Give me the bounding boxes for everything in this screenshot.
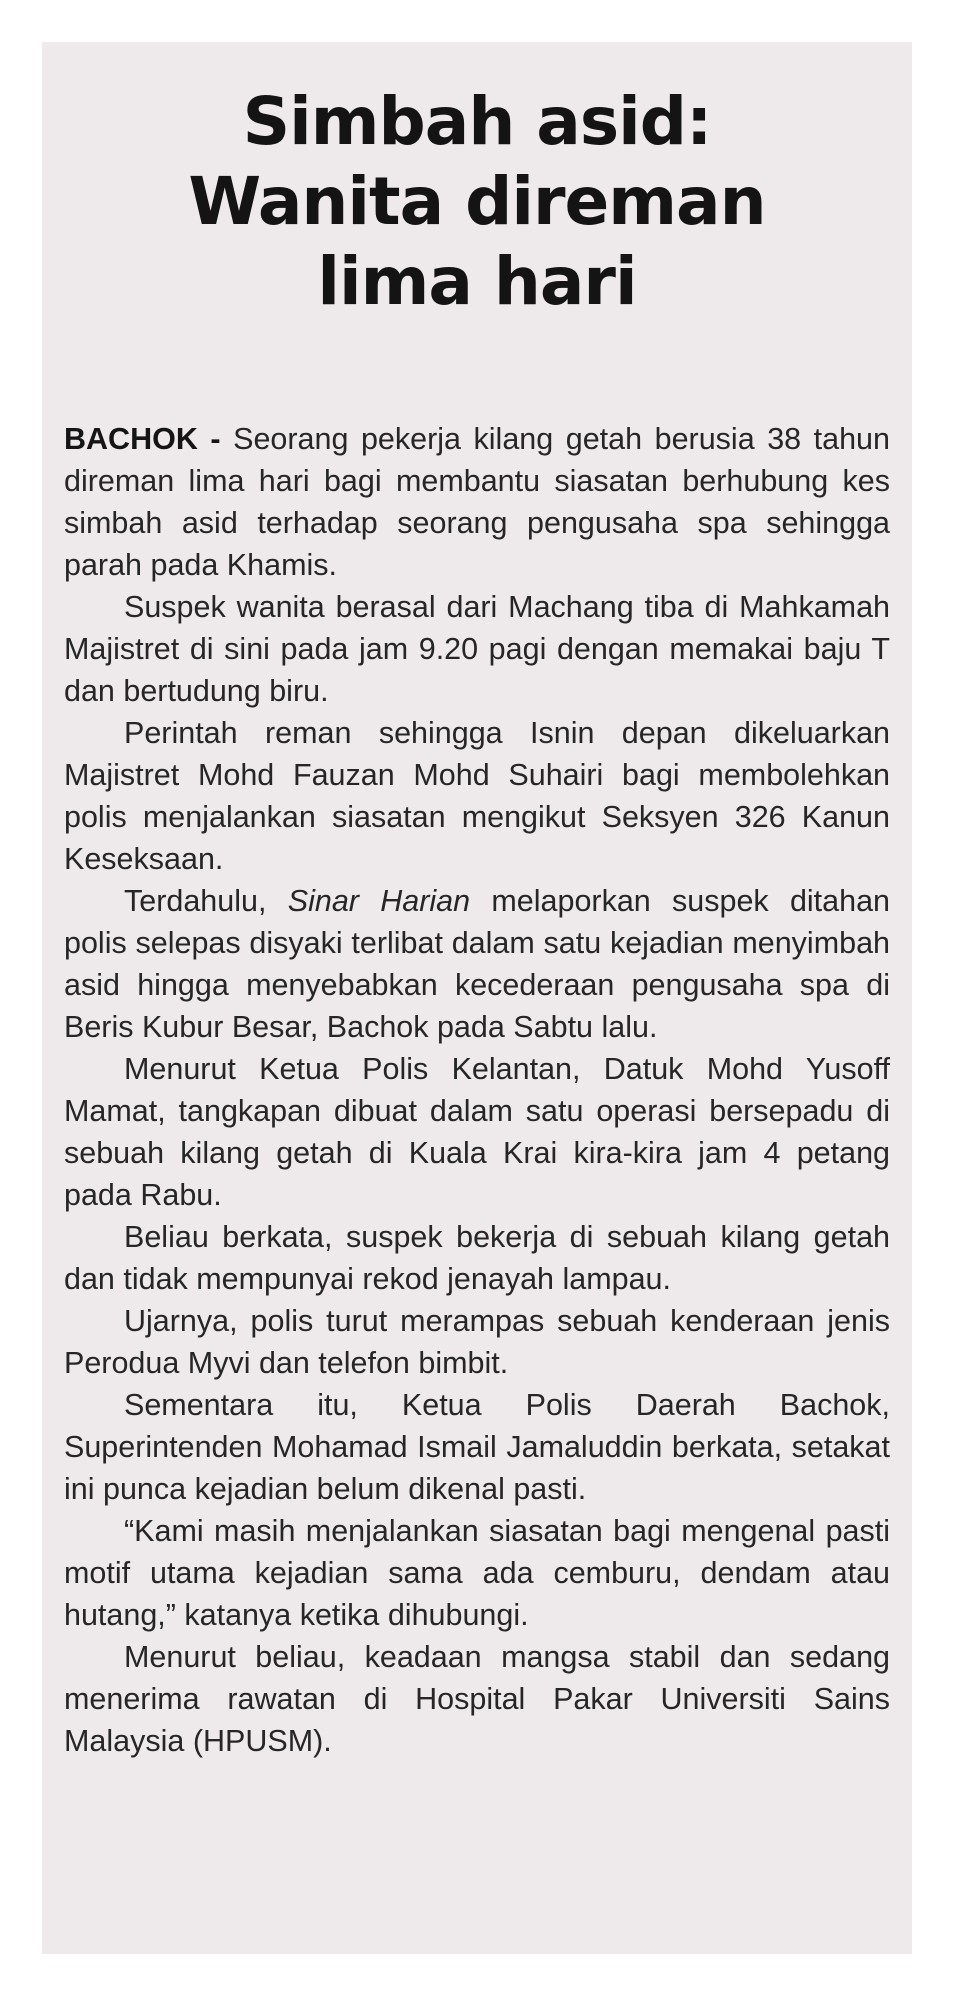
paragraph-8: Sementara itu, Ketua Polis Daerah Bachok, Superintenden Mohamad Ismail Jamaluddin berkata, setakat ini punca kejadian belum dikenal pasti. xyxy=(64,1388,890,1506)
dateline: BACHOK - xyxy=(64,422,221,456)
article-body xyxy=(64,418,890,1762)
paragraph-10: Menurut beliau, keadaan mangsa stabil dan sedang menerima rawatan di Hospital Pakar Universiti Sains Malaysia (HPUSM). xyxy=(64,1640,890,1758)
paragraph-5: Menurut Ketua Polis Kelantan, Datuk Mohd Yusoff Mamat, tangkapan dibuat dalam satu operasi bersepadu di sebuah kilang getah di Kuala Krai kira-kira jam 4 petang pada Rabu. xyxy=(64,1052,890,1212)
article-headline xyxy=(64,82,890,322)
lead-text: Seorang pekerja kilang getah berusia 38 tahun direman lima hari bagi membantu siasatan berhubung kes simbah asid terhadap seorang pengusaha spa sehingga parah pada Khamis. xyxy=(64,422,890,582)
paragraph-4-start: Terdahulu, xyxy=(124,884,267,918)
paragraph-7: Ujarnya, polis turut merampas sebuah kenderaan jenis Perodua Myvi dan telefon bimbit. xyxy=(64,1304,890,1380)
headline-line-2: Wanita direman xyxy=(188,163,766,240)
headline-line-1: Simbah asid: xyxy=(242,83,712,160)
headline-line-3: lima hari xyxy=(317,243,637,320)
publication-name: Sinar Harian xyxy=(287,884,471,918)
lead-paragraph xyxy=(64,418,890,586)
paragraph-6: Beliau berkata, suspek bekerja di sebuah kilang getah dan tidak mempunyai rekod jenayah lampau. xyxy=(64,1220,890,1296)
paragraph-2: Suspek wanita berasal dari Machang tiba di Mahkamah Majistret di sini pada jam 9.20 pagi dengan memakai baju T dan bertudung biru. xyxy=(64,590,890,708)
paragraph-4 xyxy=(64,880,890,1048)
newspaper-clipping xyxy=(42,42,912,1954)
paragraph-4-rest: melaporkan suspek ditahan polis selepas disyaki terlibat dalam satu kejadian menyimbah asid hingga menyebabkan kecederaan pengusaha spa di Beris Kubur Besar, Bachok pada Sabtu lalu. xyxy=(64,884,891,1044)
paragraph-9: “Kami masih menjalankan siasatan bagi mengenal pasti motif utama kejadian sama ada cemburu, dendam atau hutang,” katanya ketika dihubungi. xyxy=(64,1514,890,1632)
paragraph-3: Perintah reman sehingga Isnin depan dikeluarkan Majistret Mohd Fauzan Mohd Suhairi bagi membolehkan polis menjalankan siasatan mengikut Seksyen 326 Kanun Keseksaan. xyxy=(64,716,890,876)
